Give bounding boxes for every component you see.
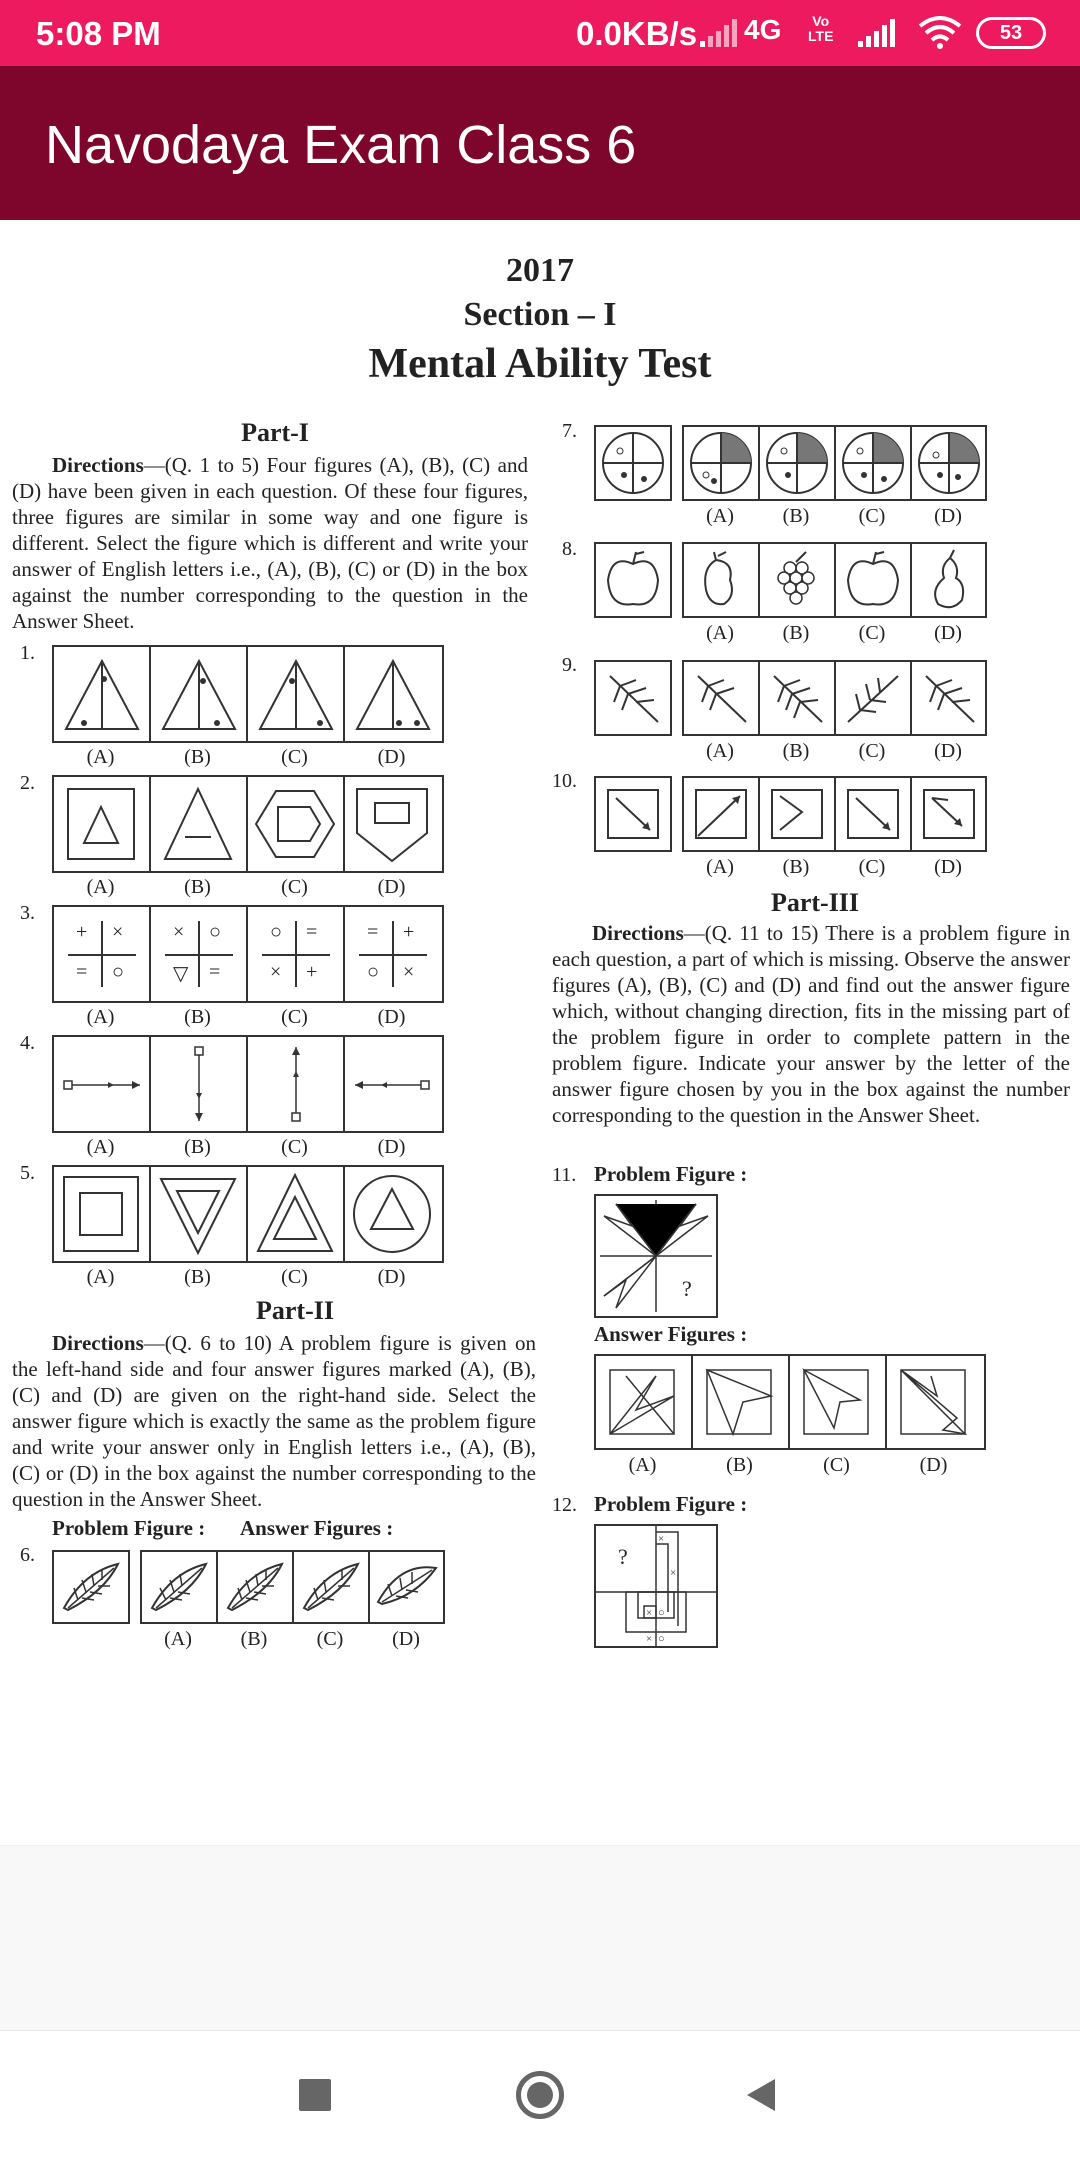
q3-number: 3. (20, 902, 35, 924)
q6-problem-figure[interactable] (52, 1550, 130, 1624)
part2-title: Part-II (256, 1296, 334, 1325)
q9-number: 9. (562, 654, 577, 676)
q1-option-labels (52, 746, 444, 769)
q7-number: 7. (562, 420, 577, 442)
option-d: (D) (377, 1266, 406, 1288)
part3-directions (552, 920, 1070, 1128)
q11-number: 11. (552, 1164, 577, 1186)
option-c: (C) (281, 1266, 308, 1288)
document-page[interactable] (0, 220, 1080, 1845)
option-b: (B) (184, 1266, 211, 1288)
q9-answer-figures[interactable] (682, 660, 987, 736)
q6-number: 6. (20, 1544, 35, 1566)
option-a: (A) (86, 876, 115, 898)
q10-answer-figures[interactable] (682, 776, 987, 852)
signal-icon-2 (858, 17, 895, 47)
q6-option-labels (140, 1628, 445, 1651)
option-d: (D) (919, 1454, 948, 1476)
q10-problem-figure[interactable] (594, 776, 672, 852)
part2-dir-label: Directions (52, 1331, 144, 1355)
option-c: (C) (858, 622, 886, 644)
q5-figures[interactable] (52, 1165, 444, 1263)
q3-symbol: × (173, 921, 185, 943)
option-a: (A) (86, 746, 115, 768)
option-c: (C) (823, 1454, 850, 1476)
q10-option-labels (682, 856, 987, 879)
option-b: (B) (184, 1136, 211, 1158)
option-a: (A) (628, 1454, 657, 1476)
q8-number: 8. (562, 538, 577, 560)
q3-symbol: ▽ (173, 963, 189, 985)
option-c: (C) (858, 740, 886, 762)
battery-icon: 53 (976, 17, 1046, 49)
part1-dir-text: —(Q. 1 to 5) Four figures (A), (B), (C) and (D) have been given in each question. Of these four figures, three figures are similar in some way and one figure is different. Select the figure which is different and write your answer of English letters i.e., (A), (B), (C) or (D) in the box against the number corresponding to the question in the Answer Sheet. (12, 453, 528, 633)
q3-symbol: × (270, 961, 282, 983)
q5-number: 5. (20, 1162, 35, 1184)
q7-answer-figures[interactable] (682, 425, 987, 501)
q7-option-labels (682, 505, 987, 528)
q3-symbol: ○ (367, 961, 380, 983)
app-title: Navodaya Exam Class 6 (45, 115, 637, 175)
svg-text:○: ○ (658, 1607, 665, 1619)
q11-answer-figures[interactable] (594, 1354, 986, 1450)
part2-answer-label: Answer Figures : (240, 1516, 394, 1540)
option-d: (D) (392, 1628, 420, 1650)
q3-fig-a (54, 907, 151, 1001)
signal-icon (700, 17, 737, 47)
q3-symbol: = (76, 961, 88, 983)
svg-text:×: × (670, 1567, 677, 1579)
navigation-bar (0, 2030, 1080, 2160)
option-d: (D) (377, 876, 406, 898)
q1-figures[interactable] (52, 645, 444, 743)
option-b: (B) (782, 505, 810, 527)
q3-fig-b (151, 907, 248, 1001)
option-d: (D) (377, 746, 406, 768)
option-b: (B) (782, 856, 810, 878)
part3-dir-text: —(Q. 11 to 15) There is a problem figure in each question, a part of which is missing. Observe the answer figures (A), (B), (C) and (D) and find out the answer figure which, without changing direction, fits in the missing part of the problem figure in order to complete pattern in the problem figure. Indicate your answer by the letter of the answer figure chosen by you in the box against the number corresponding to the question in the Answer Sheet. (552, 921, 1070, 1127)
option-c: (C) (858, 505, 886, 527)
q3-symbol: + (76, 921, 88, 943)
option-b: (B) (782, 622, 810, 644)
option-b: (B) (184, 876, 211, 898)
recents-square-icon[interactable] (299, 2079, 331, 2111)
q4-figures[interactable] (52, 1035, 444, 1133)
q3-fig-c (248, 907, 345, 1001)
option-d: (D) (377, 1136, 406, 1158)
option-d: (D) (934, 856, 962, 878)
clock: 5:08 PM (36, 15, 161, 52)
q3-symbol: = (306, 921, 318, 943)
q3-symbol: = (367, 921, 379, 943)
q1-number: 1. (20, 642, 35, 664)
option-a: (A) (706, 622, 734, 644)
option-c: (C) (281, 876, 308, 898)
option-c: (C) (316, 1628, 344, 1650)
q12-number: 12. (552, 1494, 577, 1516)
q8-problem-figure[interactable] (594, 542, 672, 618)
option-d: (D) (934, 505, 962, 527)
status-bar (0, 0, 1080, 66)
option-a: (A) (86, 1006, 115, 1028)
q3-figures[interactable] (52, 905, 444, 1003)
back-triangle-icon[interactable] (745, 2077, 777, 2113)
option-c: (C) (281, 1136, 308, 1158)
q11-problem-figure[interactable] (594, 1194, 718, 1318)
footer-area (0, 1845, 1080, 2030)
part2-dir-text: —(Q. 6 to 10) A problem figure is given on the left-hand side and four answer figures marked (A), (B), (C) and (D) are given on the right-hand side. Select the answer figure which is exactly the same as the problem figure and write your answer only in English letters i.e., (A), (B), (C) or (D) in the box against the number corresponding to the question in the Answer Sheet. (12, 1331, 536, 1511)
svg-text:×: × (658, 1533, 665, 1545)
q3-option-labels (52, 1006, 444, 1029)
q3-fig-d (345, 907, 442, 1001)
q12-missing-marker: ? (618, 1544, 628, 1569)
svg-text:○: ○ (658, 1633, 665, 1645)
q3-symbol: = (209, 961, 221, 983)
option-d: (D) (934, 622, 962, 644)
q2-figures[interactable] (52, 775, 444, 873)
q3-symbol: ○ (112, 961, 125, 983)
option-a: (A) (706, 740, 734, 762)
option-a: (A) (706, 856, 734, 878)
q4-number: 4. (20, 1032, 35, 1054)
q9-problem-figure[interactable] (594, 660, 672, 736)
q11-answer-label: Answer Figures : (594, 1322, 748, 1346)
q2-number: 2. (20, 772, 35, 794)
app-bar (0, 66, 1080, 220)
option-c: (C) (281, 1006, 308, 1028)
part1-directions (12, 452, 528, 634)
volte-icon: Vo LTE (808, 13, 834, 44)
q10-number: 10. (552, 770, 577, 792)
q12-problem-label: Problem Figure : (594, 1492, 748, 1516)
doc-section: Section – I (463, 296, 617, 333)
option-b: (B) (240, 1628, 268, 1650)
option-b: (B) (184, 1006, 211, 1028)
network-type: 4G (744, 14, 782, 45)
q5-option-labels (52, 1266, 444, 1289)
q3-symbol: ○ (270, 921, 283, 943)
option-a: (A) (86, 1136, 115, 1158)
doc-year: 2017 (506, 252, 574, 289)
q6-answer-figures[interactable] (140, 1550, 445, 1624)
option-b: (B) (726, 1454, 753, 1476)
option-d: (D) (934, 740, 962, 762)
part1-dir-label: Directions (52, 453, 144, 477)
option-c: (C) (858, 856, 886, 878)
q2-option-labels (52, 876, 444, 899)
wifi-icon (918, 14, 962, 50)
q7-problem-figure[interactable] (594, 425, 672, 501)
svg-text:×: × (646, 1633, 653, 1645)
q8-answer-figures[interactable] (682, 542, 987, 618)
q12-problem-figure[interactable] (594, 1524, 718, 1648)
q3-symbol: × (403, 961, 415, 983)
option-a: (A) (706, 505, 734, 527)
part2-directions (12, 1330, 536, 1512)
q11-problem-label: Problem Figure : (594, 1162, 748, 1186)
q3-symbol: × (112, 921, 124, 943)
part3-dir-label: Directions (592, 921, 684, 945)
option-b: (B) (782, 740, 810, 762)
q3-symbol: + (306, 961, 318, 983)
q3-symbol: + (403, 921, 415, 943)
svg-text:×: × (646, 1607, 653, 1619)
network-speed: 0.0KB/s (576, 15, 698, 52)
home-circle-icon[interactable] (516, 2071, 564, 2119)
option-c: (C) (281, 746, 308, 768)
q11-missing-marker: ? (682, 1276, 692, 1301)
doc-title: Mental Ability Test (368, 341, 712, 387)
q11-option-labels (594, 1454, 986, 1477)
option-a: (A) (164, 1628, 192, 1650)
q8-option-labels (682, 622, 987, 645)
part1-title: Part-I (241, 418, 309, 447)
option-b: (B) (184, 746, 211, 768)
part2-problem-label: Problem Figure : (52, 1516, 206, 1540)
q9-option-labels (682, 740, 987, 763)
option-d: (D) (377, 1006, 406, 1028)
part3-title: Part-III (770, 888, 860, 917)
q3-symbol: ○ (209, 921, 222, 943)
option-a: (A) (86, 1266, 115, 1288)
q4-option-labels (52, 1136, 444, 1159)
